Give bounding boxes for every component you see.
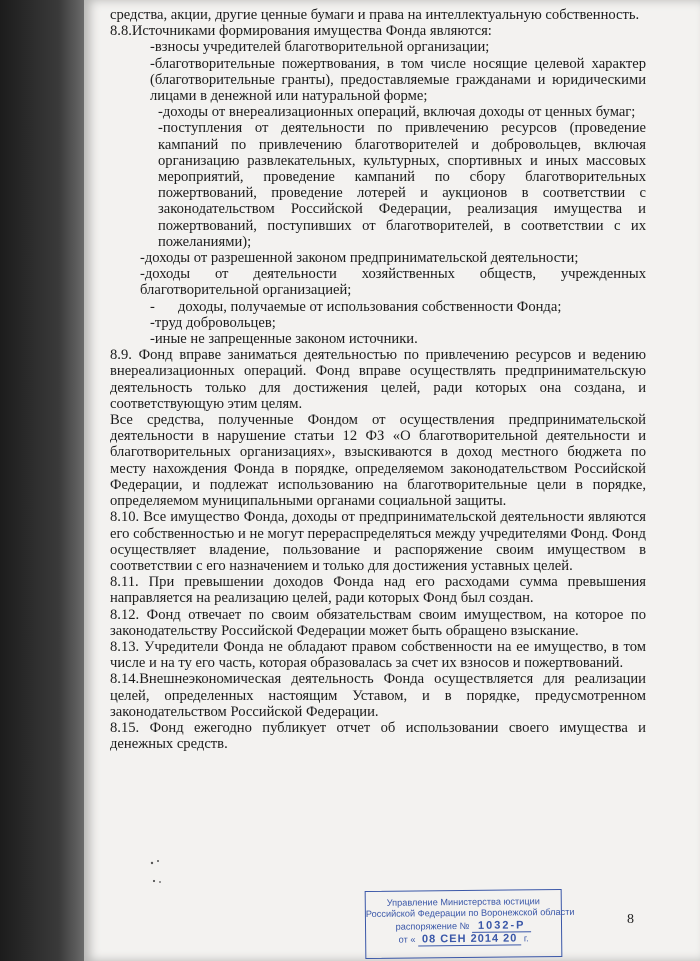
section-8-15: 8.15. Фонд ежегодно публикует отчет об использовании своего имущества и денежных средств. [110,719,646,753]
section-heading: 8.8.Источниками формирования имущества Фонда являются: [110,23,492,40]
ink-specks [146,855,186,895]
paragraph: средства, акции, другие ценные бумаги и права на интеллектуальную собственность. [110,7,640,23]
section-8-12: 8.12. Фонд отвечает по своим обязательствам своим имуществом, на которое по законодательству Российской Федерации может быть обращено взыскание. [110,606,646,639]
specks-graphic [146,855,186,895]
section-8-11: 8.11. При превышении доходов Фонда над его расходами сумма превышения направляется на реализацию целей, ради которых Фонд был создан. [110,574,646,607]
stamp-date-row [366,933,561,946]
list-item: -труд добровольцев; [150,314,276,331]
stamp-line-2: Российской Федерации по Воронежской области [365,906,575,920]
list-item: -иные не запрещенные законом источники. [150,331,418,348]
list-item: -благотворительные пожертвования, в том числе носящие целевой характер (благотворительные гранты), предоставляемые гражданами и юридическими лицами в денежной или натуральной форме; [150,55,646,105]
list-item: -доходы от разрешенной законом предпринимательской деятельности; [140,250,579,267]
document-body [110,7,646,752]
list-item: -взносы учредителей благотворительной организации; [150,39,490,56]
paragraph: Все средства, полученные Фондом от осуществления предпринимательской деятельности в нарушение статьи 12 ФЗ «О благотворительной деятельности и благотворительных организациях», взыскиваются в доход местного бюджета по месту нахождения Фонда в порядке, определяемом законодательством Российской Федерации, и подлежат использованию на благотворительные цели в порядке, определяемом муниципальными органами социальной защиты. [110,412,646,510]
stamp-year-suffix: г. [523,933,529,944]
section-8-10: 8.10. Все имущество Фонда, доходы от предпринимательской деятельности являются его собственностью и не могут перераспределяться между учредителями Фонд. Фонд осуществляет владение, пользование и распоряжение своим имуществом в соответствии с его назначением и только для достижения уставных целей. [110,509,646,574]
list-item-text: доходы, получаемые от использования собственности Фонда; [178,298,562,315]
list-item: -доходы от внереализационных операций, включая доходы от ценных бумаг; [158,104,636,121]
stamp-order-row [366,920,561,933]
section-8-13: 8.13. Учредители Фонда не обладают правом собственности на ее имущество, в том числе и на ту его часть, которая образовалась за счет их взносов и пожертвований. [110,638,646,672]
section-8-14: 8.14.Внешнеэкономическая деятельность Фонда осуществляется для реализации целей, определенных настоящим Уставом, и в порядке, предусмотренном законодательством Российской Федерации. [110,671,646,720]
list-item [110,299,646,315]
section-8-9: 8.9. Фонд вправе заниматься деятельностью по привлечению ресурсов и ведению внереализационных операций. Фонд вправе осуществлять предпринимательскую деятельность только для достижения целей, ради которых она создана, и соответствующую этим целям. [110,347,646,412]
list-item: -доходы от деятельности хозяйственных обществ, учрежденных благотворительной организацией; [140,266,646,299]
scanner-shadow [0,0,84,961]
stamp-line-1: Управление Министерства юстиции [386,896,540,908]
page-number: 8 [627,912,634,927]
stamp-order-label: распоряжение № [395,920,470,932]
list-item: -поступления от деятельности по привлечению ресурсов (проведение кампаний по привлечению благотворителей и добровольцев, включая организацию развлекательных, культурных, спортивных и иных массовых мероприятий, проведение кампаний по сбору благотворительных пожертвований, проведение лотерей и аукционов в соответствии с законодательством Российской Федерации, реализация имущества и пожертвований, поступивших от благотворителей, в соответствии с их пожеланиями); [158,120,646,250]
stamp-from-label: от « [398,934,416,945]
stamp-date: 08 СЕН 2014 20 [418,932,521,946]
stamp-order-number: 1032-Р [472,919,532,933]
registration-stamp [365,889,575,959]
list-dash: - [150,298,155,315]
